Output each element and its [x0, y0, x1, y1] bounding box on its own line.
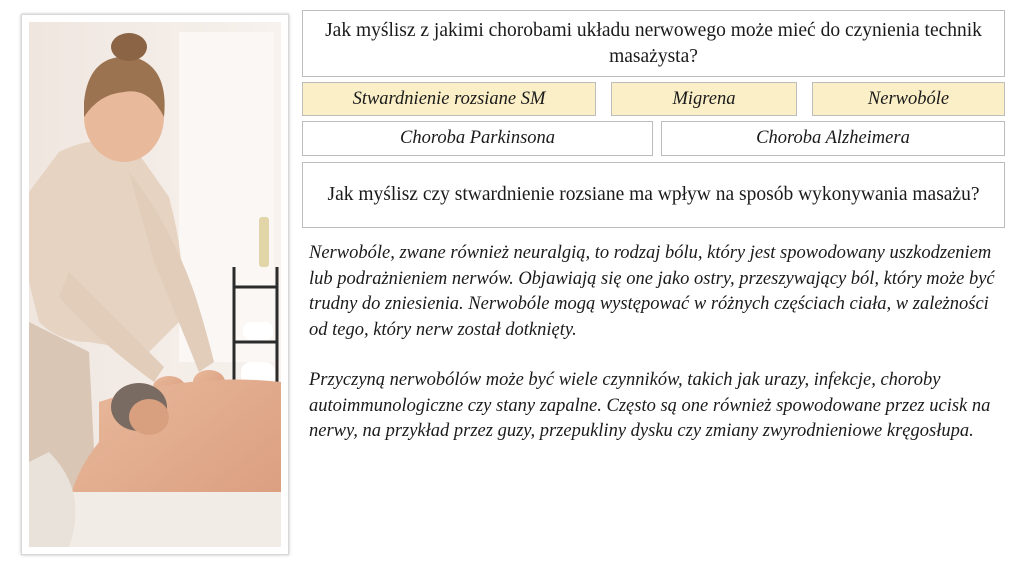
question-1-text: Jak myślisz z jakimi chorobami układu nerwowego może mieć do czynienia technik masażysta?	[325, 19, 982, 67]
answer-label: Nerwobóle	[867, 88, 950, 109]
answer-label: Choroba Alzheimera	[756, 128, 910, 148]
answer-box-neuralgia[interactable]	[812, 82, 1005, 116]
massage-photo	[29, 22, 281, 547]
question-1-box	[302, 10, 1005, 77]
answer-box-parkinsons[interactable]	[302, 121, 653, 156]
massage-illustration	[29, 22, 281, 547]
massage-photo-frame	[21, 14, 289, 555]
answer-label: Stwardnienie rozsiane SM	[352, 88, 546, 109]
answer-label: Migrena	[672, 88, 736, 109]
question-2-box	[302, 162, 1005, 228]
answer-box-migraine[interactable]	[611, 82, 797, 116]
answer-box-alzheimers[interactable]	[661, 121, 1005, 156]
answer-box-multiple-sclerosis[interactable]	[302, 82, 596, 116]
neuralgia-description	[309, 241, 1009, 445]
question-2-text: Jak myślisz czy stwardnienie rozsiane ma wpływ na sposób wykonywania masażu?	[327, 184, 980, 205]
paragraph-2: Przyczyną nerwobólów może być wiele czynników, takich jak urazy, infekcje, choroby autoimmunologiczne czy stany zapalne. Często są one również spowodowane przez ucisk na nerwy, na przykład przez guzy, przepukliny dysku czy zmiany zwyrodnieniowe kręgosłupa.	[309, 370, 991, 441]
paragraph-1: Nerwobóle, zwane również neuralgią, to rodzaj bólu, który jest spowodowany uszkodzeniem lub podrażnieniem nerwów. Objawiają się one jako ostry, przeszywający ból, który może być trudny do zniesienia. Nerwobóle mogą występować w różnych częściach ciała, w zależności od tego, który nerw został dotknięty.	[309, 243, 995, 340]
answer-label: Choroba Parkinsona	[399, 128, 556, 148]
